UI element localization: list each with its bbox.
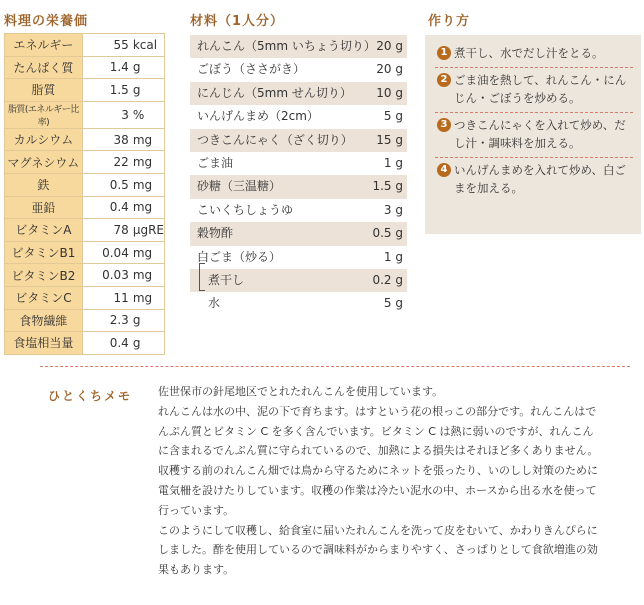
ingredients-title: 材料（1人分） <box>190 14 285 29</box>
nutrition-row <box>5 151 165 174</box>
ingredient-name: 水 <box>208 296 221 311</box>
nutrient-value <box>82 128 164 151</box>
nutrient-unit: mg <box>132 155 153 170</box>
memo-paragraph: 佐世保市の針尾地区でとれたれんこんを使用しています。 <box>158 385 444 398</box>
nutrient-number: 0.03 <box>102 268 129 283</box>
nutrient-number: 0.4 <box>109 200 129 215</box>
nutrient-unit: mg <box>132 290 153 305</box>
nutrient-value <box>82 79 164 102</box>
nutrient-name: カルシウム <box>5 128 83 151</box>
nutrient-value <box>82 219 164 242</box>
ingredient-row <box>190 199 407 222</box>
nutrient-value <box>82 34 164 57</box>
nutrition-row <box>5 264 165 287</box>
ingredient-name: 砂糖（三温糖） <box>197 179 282 194</box>
ingredient-amount: 5 g <box>383 296 403 311</box>
nutrient-number: 0.04 <box>102 245 129 260</box>
ingredient-name: 穀物酢 <box>197 226 234 241</box>
step-item <box>435 68 633 113</box>
nutrient-unit: μgRE <box>132 222 164 237</box>
nutrient-number: 0.4 <box>109 335 129 350</box>
nutrient-value <box>82 196 164 219</box>
ingredient-amount: 3 g <box>383 202 403 217</box>
step-text: 煮干し、水でだし汁をとる。 <box>454 46 604 60</box>
ingredient-name: にんじん（5mm せん切り） <box>197 85 352 100</box>
nutrient-name: ビタミンB1 <box>5 241 83 264</box>
nutrient-unit: g <box>132 313 141 328</box>
nutrition-row <box>5 196 165 219</box>
nutrient-unit: g <box>132 82 141 97</box>
nutrient-number: 55 <box>113 37 129 52</box>
steps-box <box>425 35 641 234</box>
nutrient-unit: mg <box>132 177 153 192</box>
nutrient-name: たんぱく質 <box>5 56 83 79</box>
nutrient-unit: kcal <box>132 37 158 52</box>
ingredient-row <box>190 246 407 269</box>
ingredient-name: れんこん（5mm いちょう切り） <box>197 39 376 53</box>
nutrient-name: 鉄 <box>5 173 83 196</box>
nutrient-unit: g <box>132 60 141 75</box>
memo-paragraph: れんこんは水の中、泥の下で育ちます。はすという花の根っこの部分です。れんこんはでんぷん質とビタミン C を多く含んでいます。ビタミン C は熱に弱いのですが、れんこんに含まれるでんぷん質に守られているので、加熱による損失はそれほど多くありません。 <box>158 404 599 458</box>
nutrient-value <box>82 101 164 128</box>
ingredient-row <box>190 222 407 245</box>
nutrition-row <box>5 101 165 128</box>
nutrient-name: 食塩相当量 <box>5 332 83 355</box>
nutrient-value <box>82 332 164 355</box>
nutrient-unit: % <box>132 107 145 122</box>
ingredients-list <box>190 35 407 316</box>
nutrition-row <box>5 128 165 151</box>
nutrition-row <box>5 79 165 102</box>
nutrient-name: 亜鉛 <box>5 196 83 219</box>
ingredient-row <box>190 82 407 105</box>
step-number-icon: 4 <box>437 163 451 177</box>
nutrient-number: 3 <box>121 107 129 122</box>
nutrition-row <box>5 286 165 309</box>
ingredient-row <box>190 58 407 81</box>
nutrition-table <box>4 33 165 355</box>
ingredient-row <box>190 105 407 128</box>
step-item <box>435 41 633 68</box>
nutrition-row <box>5 332 165 355</box>
nutrient-unit: mg <box>132 245 153 260</box>
ingredient-amount: 0.2 g <box>372 272 403 287</box>
step-number-icon: 2 <box>437 73 451 87</box>
ingredient-amount: 10 g <box>376 85 403 100</box>
ingredient-amount: 1.5 g <box>372 179 403 194</box>
steps-title: 作り方 <box>428 14 471 29</box>
nutrient-value <box>82 309 164 332</box>
nutrient-number: 1.5 <box>109 82 129 97</box>
nutrient-name: マグネシウム <box>5 151 83 174</box>
nutrient-name: ビタミンB2 <box>5 264 83 287</box>
nutrition-row <box>5 309 165 332</box>
nutrition-row <box>5 34 165 57</box>
memo-paragraph: 収穫する前のれんこん畑では鳥から守るためにネットを張ったり、いのしし対策のために電気柵を設けたりしています。収穫の作業は冷たい泥水の中、ホースから出る水を使って行っています。 <box>158 464 598 517</box>
step-item <box>435 113 633 158</box>
ingredient-name: 白ごま（炒る） <box>197 249 282 264</box>
nutrient-number: 1.4 <box>109 60 129 75</box>
nutrition-row <box>5 219 165 242</box>
ingredient-name: いんげんまめ（2cm） <box>197 109 319 124</box>
ingredient-row <box>190 292 407 315</box>
nutrient-number: 22 <box>113 155 129 170</box>
nutrition-row <box>5 173 165 196</box>
step-text: いんげんまめを入れて炒め、白ごまを加える。 <box>454 163 627 195</box>
nutrient-number: 38 <box>113 132 129 147</box>
step-number-icon: 3 <box>437 118 451 132</box>
ingredient-row <box>190 129 407 152</box>
nutrition-row <box>5 241 165 264</box>
section-divider <box>40 366 630 367</box>
nutrient-number: 0.5 <box>109 177 129 192</box>
ingredient-amount: 20 g <box>376 62 403 77</box>
ingredient-row <box>190 175 407 198</box>
ingredient-row <box>190 269 407 292</box>
nutrient-number: 78 <box>113 222 129 237</box>
nutrient-value <box>82 264 164 287</box>
nutrient-number: 11 <box>113 290 129 305</box>
ingredient-amount: 20 g <box>376 39 403 53</box>
ingredient-amount: 15 g <box>376 132 403 147</box>
nutrient-name: ビタミンA <box>5 219 83 242</box>
dashi-bracket <box>199 263 205 291</box>
ingredient-name: ごま油 <box>197 155 234 170</box>
nutrient-unit: mg <box>132 268 153 283</box>
nutrient-value <box>82 151 164 174</box>
memo-text <box>158 382 604 580</box>
ingredient-name: 煮干し <box>208 272 245 287</box>
nutrition-row <box>5 56 165 79</box>
nutrient-unit: g <box>132 335 141 350</box>
nutrient-unit: mg <box>132 200 153 215</box>
nutrient-unit: mg <box>132 132 153 147</box>
ingredient-name: ごぼう（ささがき） <box>197 62 306 77</box>
nutrient-name: エネルギー <box>5 34 83 57</box>
nutrient-name: 食物繊維 <box>5 309 83 332</box>
nutrient-name: 脂質(エネルギー比率) <box>5 101 83 128</box>
nutrient-name: ビタミンC <box>5 286 83 309</box>
nutrient-value <box>82 56 164 79</box>
step-number-icon: 1 <box>437 46 451 60</box>
step-text: つきこんにゃくを入れて炒め、だし汁・調味料を加える。 <box>454 118 626 150</box>
nutrient-number: 2.3 <box>109 313 129 328</box>
nutrition-title: 料理の栄養価 <box>4 14 89 29</box>
nutrient-value <box>82 241 164 264</box>
ingredient-row <box>190 152 407 175</box>
nutrient-name: 脂質 <box>5 79 83 102</box>
nutrient-value <box>82 173 164 196</box>
ingredient-name: つきこんにゃく（ざく切り） <box>197 132 353 147</box>
nutrient-value <box>82 286 164 309</box>
ingredient-amount: 1 g <box>383 249 403 264</box>
ingredient-amount: 0.5 g <box>372 226 403 241</box>
ingredient-name: こいくちしょうゆ <box>197 202 294 217</box>
ingredient-amount: 5 g <box>383 109 403 124</box>
memo-paragraph: このようにして収穫し、給食室に届いたれんこんを洗って皮をむいて、かわりきんぴらにしました。酢を使用しているので調味料がからまりやすく、さっぱりとして食欲増進の効果もあります。 <box>158 523 598 577</box>
ingredient-row <box>190 35 407 58</box>
memo-label: ひとくちメモ <box>48 389 133 403</box>
step-item <box>435 158 633 202</box>
ingredient-amount: 1 g <box>383 155 403 170</box>
step-text: ごま油を熱して、れんこん・にんじん・ごぼうを炒める。 <box>454 73 627 105</box>
